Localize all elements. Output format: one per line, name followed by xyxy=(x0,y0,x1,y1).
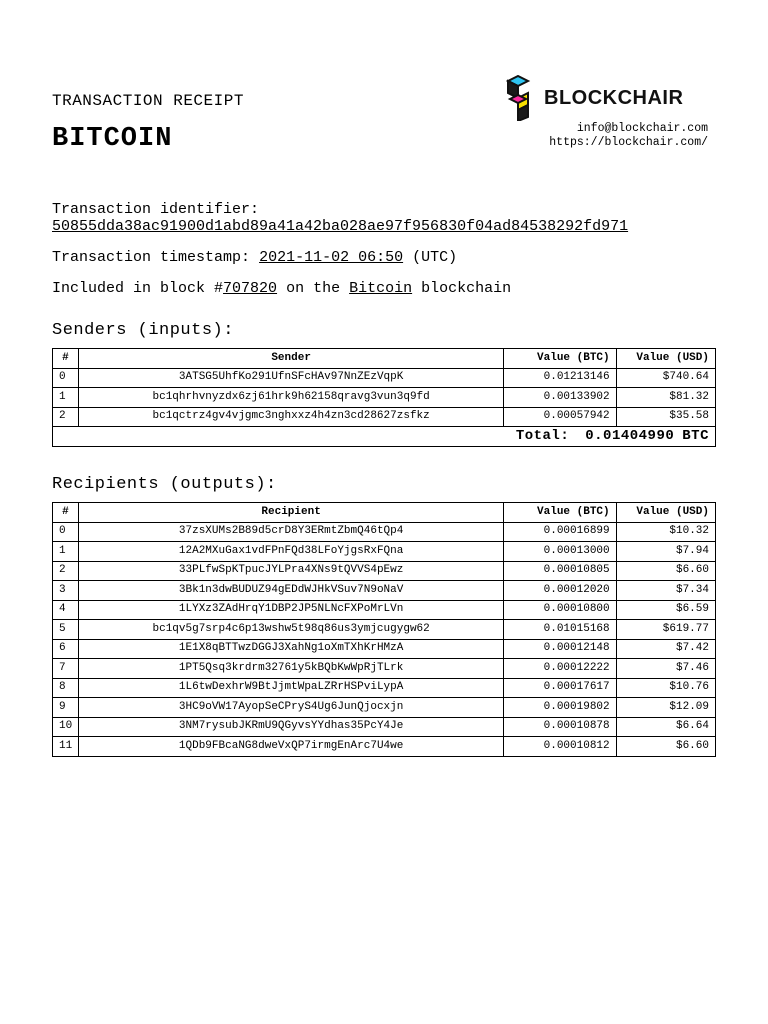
value-usd: $740.64 xyxy=(616,368,715,388)
tx-block-link[interactable]: 707820 xyxy=(223,280,278,297)
value-btc: 0.00013000 xyxy=(504,542,616,562)
contact-email[interactable]: info@blockchair.com xyxy=(576,122,708,135)
table-row xyxy=(53,698,716,718)
value-usd: $7.46 xyxy=(616,659,715,679)
address-link[interactable]: 37zsXUMs2B89d5crD8Y3ERmtZbmQ46tQp4 xyxy=(78,522,503,542)
table-row xyxy=(53,581,716,601)
table-row xyxy=(53,678,716,698)
table-row xyxy=(53,388,716,408)
tx-block-suffix: blockchain xyxy=(421,280,512,297)
recipients-table xyxy=(52,502,716,757)
value-btc: 0.00012222 xyxy=(504,659,616,679)
row-index: 10 xyxy=(53,717,79,737)
total-unit: BTC xyxy=(682,427,709,444)
senders-table xyxy=(52,348,716,447)
value-usd: $35.58 xyxy=(616,407,715,427)
value-usd: $7.34 xyxy=(616,581,715,601)
address-link[interactable]: 3NM7rysubJKRmU9QGyvsYYdhas35PcY4Je xyxy=(78,717,503,737)
value-btc: 0.01213146 xyxy=(504,368,616,388)
col-index-header: # xyxy=(53,349,79,369)
row-index: 1 xyxy=(53,388,79,408)
address-link[interactable]: 3HC9oVW17AyopSeCPryS4Ug6JunQjocxjn xyxy=(78,698,503,718)
senders-total-row xyxy=(53,427,716,447)
tx-block-line xyxy=(52,280,511,297)
coin-title: BITCOIN xyxy=(52,124,173,154)
table-row xyxy=(53,368,716,388)
contact-url[interactable]: https://blockchair.com/ xyxy=(549,136,708,149)
senders-total xyxy=(53,427,716,447)
row-index: 0 xyxy=(53,522,79,542)
row-index: 0 xyxy=(53,368,79,388)
value-btc: 0.00010812 xyxy=(504,737,616,757)
address-link[interactable]: 3ATSG5UhfKo291UfnSFcHAv97NnZEzVqpK xyxy=(78,368,503,388)
table-row xyxy=(53,600,716,620)
table-row xyxy=(53,639,716,659)
row-index: 11 xyxy=(53,737,79,757)
value-btc: 0.01015168 xyxy=(504,620,616,640)
tx-id-label: Transaction identifier: xyxy=(52,201,260,218)
value-btc: 0.00133902 xyxy=(504,388,616,408)
address-link[interactable]: bc1qv5g7srp4c6p13wshw5t98q86us3ymjcugygw62 xyxy=(78,620,503,640)
address-link[interactable]: 1L6twDexhrW9BtJjmtWpaLZRrHSPviLypA xyxy=(78,678,503,698)
col-usd-header: Value (USD) xyxy=(616,349,715,369)
col-index-header: # xyxy=(53,503,79,523)
address-link[interactable]: 1PT5Qsq3krdrm32761y5kBQbKwWpRjTLrk xyxy=(78,659,503,679)
value-btc: 0.00057942 xyxy=(504,407,616,427)
senders-header-row xyxy=(53,349,716,369)
row-index: 4 xyxy=(53,600,79,620)
table-row xyxy=(53,659,716,679)
value-usd: $7.94 xyxy=(616,542,715,562)
value-usd: $619.77 xyxy=(616,620,715,640)
tx-id-link[interactable]: 50855dda38ac91900d1abd89a41a42ba028ae97f956830f04ad84538292fd971 xyxy=(52,218,629,235)
contact-info xyxy=(549,122,708,150)
value-usd: $6.64 xyxy=(616,717,715,737)
value-usd: $6.60 xyxy=(616,737,715,757)
address-link[interactable]: 3Bk1n3dwBUDUZ94gEDdWJHkVSuv7N9oNaV xyxy=(78,581,503,601)
blockchair-brand[interactable] xyxy=(506,74,683,122)
table-row xyxy=(53,542,716,562)
row-index: 6 xyxy=(53,639,79,659)
value-btc: 0.00016899 xyxy=(504,522,616,542)
row-index: 8 xyxy=(53,678,79,698)
address-link[interactable]: bc1qctrz4gv4vjgmc3nghxxz4h4zn3cd28627zsfkz xyxy=(78,407,503,427)
row-index: 5 xyxy=(53,620,79,640)
tx-block-mid: on the xyxy=(286,280,341,297)
col-btc-header: Value (BTC) xyxy=(504,503,616,523)
table-row xyxy=(53,737,716,757)
table-row xyxy=(53,407,716,427)
value-btc: 0.00010800 xyxy=(504,600,616,620)
value-btc: 0.00012148 xyxy=(504,639,616,659)
address-link[interactable]: 33PLfwSpKTpucJYLPra4XNs9tQVVS4pEwz xyxy=(78,561,503,581)
table-row xyxy=(53,561,716,581)
value-usd: $7.42 xyxy=(616,639,715,659)
value-usd: $81.32 xyxy=(616,388,715,408)
recipients-title: Recipients (outputs): xyxy=(52,475,277,494)
col-recipient-header: Recipient xyxy=(78,503,503,523)
value-usd: $12.09 xyxy=(616,698,715,718)
col-btc-header: Value (BTC) xyxy=(504,349,616,369)
row-index: 9 xyxy=(53,698,79,718)
value-btc: 0.00019802 xyxy=(504,698,616,718)
col-sender-header: Sender xyxy=(78,349,503,369)
row-index: 1 xyxy=(53,542,79,562)
tx-chain-link[interactable]: Bitcoin xyxy=(349,280,413,297)
tx-timestamp-line xyxy=(52,249,457,266)
address-link[interactable]: 12A2MXuGax1vdFPnFQd38LFoYjgsRxFQna xyxy=(78,542,503,562)
table-row xyxy=(53,522,716,542)
recipients-header-row xyxy=(53,503,716,523)
address-link[interactable]: 1LYXz3ZAdHrqY1DBP2JP5NLNcFXPoMrLVn xyxy=(78,600,503,620)
tx-block-prefix: Included in block # xyxy=(52,280,224,297)
value-btc: 0.00017617 xyxy=(504,678,616,698)
value-btc: 0.00010805 xyxy=(504,561,616,581)
receipt-subtitle: TRANSACTION RECEIPT xyxy=(52,92,244,110)
table-row xyxy=(53,620,716,640)
value-btc: 0.00010878 xyxy=(504,717,616,737)
table-row xyxy=(53,717,716,737)
tx-timestamp-label: Transaction timestamp: xyxy=(52,249,251,266)
total-value: 0.01404990 xyxy=(585,427,675,444)
row-index: 2 xyxy=(53,407,79,427)
brand-name: BLOCKCHAIR xyxy=(544,86,684,109)
value-usd: $6.59 xyxy=(616,600,715,620)
total-label: Total: xyxy=(515,427,570,444)
row-index: 3 xyxy=(53,581,79,601)
value-usd: $10.76 xyxy=(616,678,715,698)
col-usd-header: Value (USD) xyxy=(616,503,715,523)
address-link[interactable]: 1E1X8qBTTwzDGGJ3XahNg1oXmTXhKrHMzA xyxy=(78,639,503,659)
row-index: 2 xyxy=(53,561,79,581)
blockchair-logo-icon xyxy=(506,75,534,121)
value-btc: 0.00012020 xyxy=(504,581,616,601)
value-usd: $10.32 xyxy=(616,522,715,542)
senders-title: Senders (inputs): xyxy=(52,321,234,340)
address-link[interactable]: bc1qhrhvnyzdx6zj61hrk9h62158qravg3vun3q9fd xyxy=(78,388,503,408)
value-usd: $6.60 xyxy=(616,561,715,581)
tx-timestamp-link[interactable]: 2021-11-02 06:50 xyxy=(259,249,404,266)
tx-timestamp-tz: (UTC) xyxy=(412,249,458,266)
address-link[interactable]: 1QDb9FBcaNG8dweVxQP7irmgEnArc7U4we xyxy=(78,737,503,757)
row-index: 7 xyxy=(53,659,79,679)
